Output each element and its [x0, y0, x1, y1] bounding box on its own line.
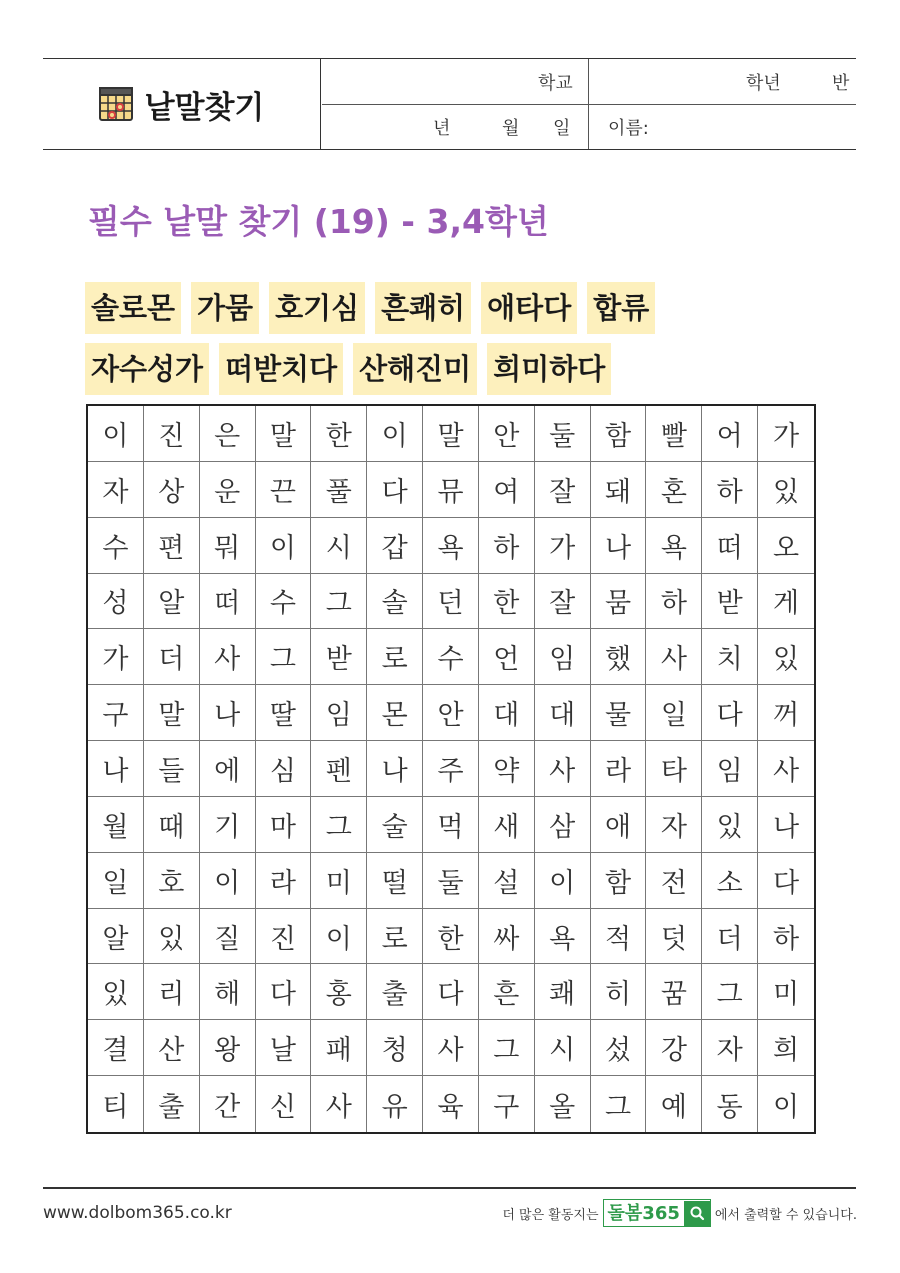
grid-cell[interactable]: 사 [200, 629, 256, 685]
grid-cell[interactable]: 라 [256, 853, 312, 909]
grid-cell[interactable]: 유 [367, 1076, 423, 1132]
grid-cell[interactable]: 하 [479, 518, 535, 574]
grid-cell[interactable]: 새 [479, 797, 535, 853]
grid-cell[interactable]: 다 [423, 964, 479, 1020]
grid-cell[interactable]: 해 [200, 964, 256, 1020]
grid-cell[interactable]: 적 [591, 909, 647, 965]
grid-cell[interactable]: 대 [535, 685, 591, 741]
grid-cell[interactable]: 약 [479, 741, 535, 797]
name-label: 이름: [608, 118, 649, 139]
grid-cell[interactable]: 가 [535, 518, 591, 574]
grid-cell[interactable]: 구 [88, 685, 144, 741]
grid-cell[interactable]: 솔 [367, 574, 423, 630]
grid-cell[interactable]: 떨 [367, 853, 423, 909]
grid-cell[interactable]: 가 [758, 406, 814, 462]
grid-cell[interactable]: 육 [423, 1076, 479, 1132]
grid-cell[interactable]: 이 [200, 853, 256, 909]
grid-cell[interactable]: 둘 [423, 853, 479, 909]
grid-cell[interactable]: 가 [88, 629, 144, 685]
grid-cell[interactable]: 산 [144, 1020, 200, 1076]
grid-cell[interactable]: 돼 [591, 462, 647, 518]
grid-cell[interactable]: 혼 [646, 462, 702, 518]
grid-cell[interactable]: 미 [311, 853, 367, 909]
grid-cell[interactable]: 시 [311, 518, 367, 574]
grid-cell[interactable]: 청 [367, 1020, 423, 1076]
grid-cell[interactable]: 홍 [311, 964, 367, 1020]
grid-cell[interactable]: 둘 [535, 406, 591, 462]
grid-cell[interactable]: 삼 [535, 797, 591, 853]
grid-cell[interactable]: 언 [479, 629, 535, 685]
grid-cell[interactable]: 구 [479, 1076, 535, 1132]
grid-cell[interactable]: 호 [144, 853, 200, 909]
grid-cell[interactable]: 사 [311, 1076, 367, 1132]
grid-cell[interactable]: 진 [256, 909, 312, 965]
dolbom-logo[interactable] [603, 1199, 711, 1227]
grid-cell[interactable]: 말 [423, 406, 479, 462]
target-word: 희미하다 [487, 343, 611, 395]
logo-number: 365 [642, 1202, 680, 1224]
word-list-row [85, 282, 805, 334]
grid-cell[interactable]: 꺼 [758, 685, 814, 741]
grid-cell[interactable]: 희 [758, 1020, 814, 1076]
grid-cell[interactable]: 이 [535, 853, 591, 909]
grid-cell[interactable]: 안 [479, 406, 535, 462]
grid-cell[interactable]: 다 [256, 964, 312, 1020]
target-word: 가뭄 [191, 282, 259, 334]
grid-cell[interactable]: 어 [702, 406, 758, 462]
grid-cell[interactable]: 강 [646, 1020, 702, 1076]
brand-title: 낱말찾기 [144, 89, 265, 126]
grid-cell[interactable]: 펜 [311, 741, 367, 797]
grid-cell[interactable]: 뭄 [591, 574, 647, 630]
grid-cell[interactable]: 진 [144, 406, 200, 462]
target-word: 흔쾌히 [375, 282, 471, 334]
grid-cell[interactable]: 이 [367, 406, 423, 462]
grid-cell[interactable]: 있 [758, 462, 814, 518]
grid-cell[interactable]: 떠 [702, 518, 758, 574]
footer-suffix: 에서 출력할 수 있습니다. [714, 1207, 857, 1223]
grid-cell[interactable]: 나 [758, 797, 814, 853]
grid-cell[interactable]: 있 [88, 964, 144, 1020]
grid-cell[interactable]: 이 [311, 909, 367, 965]
search-icon[interactable] [684, 1201, 710, 1226]
grid-cell[interactable]: 나 [88, 741, 144, 797]
target-word: 떠받치다 [219, 343, 343, 395]
grid-cell[interactable]: 알 [88, 909, 144, 965]
grid-cell[interactable]: 자 [88, 462, 144, 518]
grid-cell[interactable]: 잘 [535, 574, 591, 630]
grid-cell[interactable]: 상 [144, 462, 200, 518]
grid-cell[interactable]: 있 [758, 629, 814, 685]
grid-cell[interactable]: 사 [646, 629, 702, 685]
grid-cell[interactable]: 설 [479, 853, 535, 909]
grid-cell[interactable]: 있 [144, 909, 200, 965]
grid-cell[interactable]: 하 [702, 462, 758, 518]
grid-cell[interactable]: 있 [702, 797, 758, 853]
grid-cell[interactable]: 나 [200, 685, 256, 741]
grid-cell[interactable]: 로 [367, 909, 423, 965]
grid-cell[interactable]: 더 [144, 629, 200, 685]
grid-cell[interactable]: 동 [702, 1076, 758, 1132]
grid-cell[interactable]: 오 [758, 518, 814, 574]
grid-cell[interactable]: 여 [479, 462, 535, 518]
grid-cell[interactable]: 수 [88, 518, 144, 574]
grid-cell[interactable]: 안 [423, 685, 479, 741]
grid-cell[interactable]: 한 [479, 574, 535, 630]
grid-cell[interactable]: 사 [758, 741, 814, 797]
logo-text: 돌봄 [607, 1202, 643, 1224]
grid-cell[interactable]: 전 [646, 853, 702, 909]
grid-cell[interactable]: 월 [88, 797, 144, 853]
year-label: 년 [433, 118, 451, 139]
grid-cell[interactable]: 물 [591, 685, 647, 741]
target-word: 호기심 [269, 282, 365, 334]
grid-cell[interactable]: 간 [200, 1076, 256, 1132]
grid-cell[interactable]: 갑 [367, 518, 423, 574]
grid-cell[interactable]: 리 [144, 964, 200, 1020]
grid-cell[interactable]: 일 [646, 685, 702, 741]
grid-cell[interactable]: 편 [144, 518, 200, 574]
grid-cell[interactable]: 로 [367, 629, 423, 685]
grid-cell[interactable]: 뭐 [200, 518, 256, 574]
grid-cell[interactable]: 하 [646, 574, 702, 630]
brand [43, 59, 321, 149]
site-url[interactable]: www.dolbom365.co.kr [43, 1203, 232, 1223]
grid-cell[interactable]: 딸 [256, 685, 312, 741]
target-word: 산해진미 [353, 343, 477, 395]
word-grid-icon [99, 87, 133, 121]
grid-cell[interactable]: 욕 [535, 909, 591, 965]
grid-cell[interactable]: 떠 [200, 574, 256, 630]
grid-cell[interactable]: 그 [311, 574, 367, 630]
grid-cell[interactable]: 알 [144, 574, 200, 630]
grid-cell[interactable]: 티 [88, 1076, 144, 1132]
grid-cell[interactable]: 하 [758, 909, 814, 965]
grid-cell[interactable]: 꿈 [646, 964, 702, 1020]
grid-cell[interactable]: 에 [200, 741, 256, 797]
grid-cell[interactable]: 뮤 [423, 462, 479, 518]
grid-cell[interactable]: 한 [423, 909, 479, 965]
grid-cell[interactable]: 이 [773, 1091, 800, 1123]
grid-cell[interactable]: 덧 [646, 909, 702, 965]
grid-cell[interactable]: 왕 [200, 1020, 256, 1076]
grid-cell[interactable]: 애 [591, 797, 647, 853]
grid-cell[interactable]: 나 [367, 741, 423, 797]
grid-cell[interactable]: 나 [591, 518, 647, 574]
grid-cell[interactable]: 싸 [479, 909, 535, 965]
grid-cell[interactable]: 게 [758, 574, 814, 630]
grid-cell[interactable]: 임 [311, 685, 367, 741]
grid-cell[interactable]: 이 [256, 518, 312, 574]
grid-cell[interactable]: 한 [311, 406, 367, 462]
grid-cell[interactable]: 끈 [256, 462, 312, 518]
grid-cell[interactable]: 자 [702, 1020, 758, 1076]
grid-cell[interactable]: 은 [200, 406, 256, 462]
grid-cell[interactable]: 이 [88, 406, 144, 462]
grid-cell[interactable]: 말 [256, 406, 312, 462]
grid-cell[interactable]: 신 [256, 1076, 312, 1132]
grid-cell[interactable]: 시 [535, 1020, 591, 1076]
grid-cell[interactable]: 마 [256, 797, 312, 853]
grid-cell[interactable]: 수 [256, 574, 312, 630]
word-list-row [85, 343, 805, 395]
day-label: 일 [553, 118, 571, 139]
grid-cell[interactable]: 받 [311, 629, 367, 685]
grid-cell[interactable]: 사 [535, 741, 591, 797]
grid-cell[interactable]: 그 [256, 629, 312, 685]
footer-prefix: 더 많은 활동지는 [502, 1207, 599, 1223]
grid-cell[interactable]: 대 [479, 685, 535, 741]
grid-cell[interactable]: 섰 [591, 1020, 647, 1076]
grid-cell[interactable]: 성 [88, 574, 144, 630]
grid-cell[interactable]: 기 [200, 797, 256, 853]
grid-cell[interactable]: 들 [144, 741, 200, 797]
target-word: 솔로몬 [85, 282, 181, 334]
grid-cell[interactable]: 욕 [646, 518, 702, 574]
grid-cell[interactable]: 패 [311, 1020, 367, 1076]
grid-cell[interactable]: 욕 [423, 518, 479, 574]
grid-cell[interactable]: 미 [758, 964, 814, 1020]
grid-cell[interactable]: 심 [256, 741, 312, 797]
grid-cell[interactable]: 그 [311, 797, 367, 853]
grid-cell[interactable]: 술 [367, 797, 423, 853]
grid-cell[interactable]: 라 [591, 741, 647, 797]
grid-cell[interactable]: 다 [702, 685, 758, 741]
grid-cell[interactable]: 받 [702, 574, 758, 630]
grid-cell[interactable]: 올 [535, 1076, 591, 1132]
footer-note [502, 1199, 857, 1227]
word-search-grid [86, 404, 816, 1134]
grid-cell[interactable]: 때 [144, 797, 200, 853]
grid-cell[interactable]: 일 [88, 853, 144, 909]
grid-cell[interactable]: 히 [591, 964, 647, 1020]
grid-cell[interactable]: 말 [144, 685, 200, 741]
grid-cell[interactable]: 예 [646, 1076, 702, 1132]
grid-cell[interactable]: 그 [591, 1076, 647, 1132]
month-label: 월 [502, 118, 520, 139]
grid-cell[interactable]: 먹 [423, 797, 479, 853]
grid-cell[interactable]: 다 [758, 853, 814, 909]
grid-cell[interactable]: 그 [479, 1020, 535, 1076]
grid-cell[interactable]: 빨 [646, 406, 702, 462]
target-word: 합류 [587, 282, 655, 334]
grid-cell[interactable]: 타 [646, 741, 702, 797]
grid-cell[interactable]: 몬 [367, 685, 423, 741]
grid-cell[interactable]: 더 [702, 909, 758, 965]
grid-cell[interactable]: 자 [646, 797, 702, 853]
grid-cell[interactable]: 잘 [535, 462, 591, 518]
grid-cell[interactable]: 함 [591, 406, 647, 462]
grid-cell[interactable]: 사 [423, 1020, 479, 1076]
grid-cell[interactable]: 결 [88, 1020, 144, 1076]
grid-cell[interactable]: 날 [256, 1020, 312, 1076]
grid-cell[interactable]: 수 [423, 629, 479, 685]
word-list [85, 282, 805, 404]
grid-cell[interactable]: 함 [591, 853, 647, 909]
grid-cell[interactable]: 풀 [311, 462, 367, 518]
grade-label: 학년 [746, 72, 781, 94]
grid-cell[interactable]: 치 [702, 629, 758, 685]
grid-cell[interactable]: 질 [200, 909, 256, 965]
grid-cell[interactable]: 주 [423, 741, 479, 797]
class-label: 반 [832, 72, 850, 94]
target-word: 자수성가 [85, 343, 209, 395]
grid-cell[interactable]: 출 [367, 964, 423, 1020]
grid-cell[interactable]: 임 [535, 629, 591, 685]
school-label: 학교 [538, 72, 573, 94]
grid-cell[interactable]: 했 [591, 629, 647, 685]
grid-cell[interactable]: 흔 [479, 964, 535, 1020]
target-word: 애타다 [481, 282, 577, 334]
worksheet-header [43, 58, 856, 150]
page-title: 필수 낱말 찾기 (19) - 3,4학년 [88, 202, 549, 241]
grid-cell[interactable]: 소 [702, 853, 758, 909]
grid-cell[interactable]: 쾌 [535, 964, 591, 1020]
grid-cell[interactable]: 임 [702, 741, 758, 797]
grid-cell[interactable]: 다 [367, 462, 423, 518]
grid-cell[interactable]: 운 [200, 462, 256, 518]
grid-cell[interactable]: 출 [144, 1076, 200, 1132]
grid-cell[interactable]: 던 [423, 574, 479, 630]
grid-cell[interactable]: 그 [702, 964, 758, 1020]
